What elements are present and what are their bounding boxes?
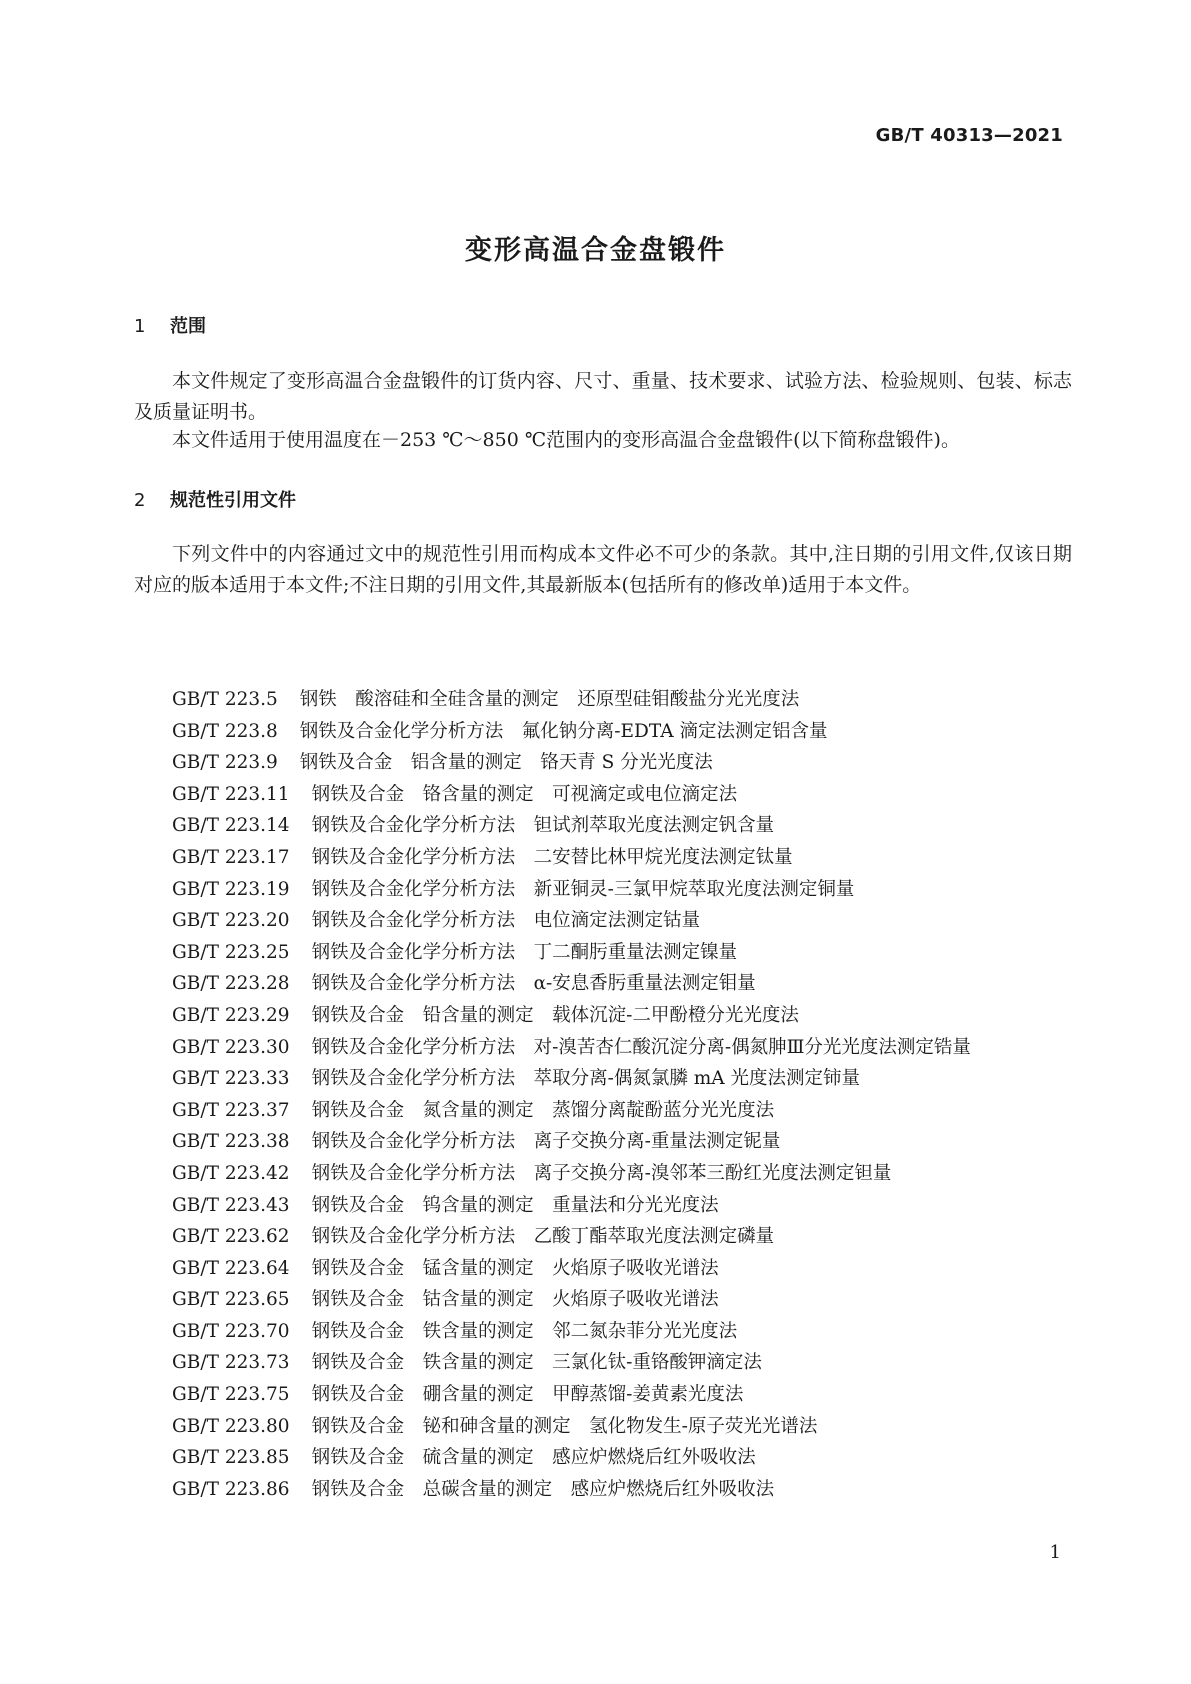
reference-item xyxy=(134,1158,1072,1190)
reference-title: 钢铁及合金 钨含量的测定 重量法和分光光度法 xyxy=(311,1194,719,1216)
reference-item xyxy=(134,1347,1072,1379)
reference-item xyxy=(134,1063,1072,1095)
reference-code: GB/T 223.28 xyxy=(172,973,290,995)
reference-title: 钢铁及合金化学分析方法 氟化钠分离-EDTA 滴定法测定铝含量 xyxy=(299,720,828,742)
reference-code: GB/T 223.14 xyxy=(172,815,290,837)
scope-paragraph-2: 本文件适用于使用温度在－253 ℃～850 ℃范围内的变形高温合金盘锻件(以下简称盘锻件)。 xyxy=(172,429,960,451)
reference-code: GB/T 223.19 xyxy=(172,878,290,900)
reference-title: 钢铁及合金 铬含量的测定 可视滴定或电位滴定法 xyxy=(311,783,738,805)
reference-title: 钢铁及合金化学分析方法 电位滴定法测定钴量 xyxy=(311,910,701,932)
reference-item xyxy=(134,1253,1072,1285)
reference-item xyxy=(134,716,1072,748)
reference-title: 钢铁及合金 铅含量的测定 载体沉淀-二甲酚橙分光光度法 xyxy=(311,1004,799,1026)
document-title: 变形高温合金盘锻件 xyxy=(465,235,726,266)
reference-item xyxy=(134,905,1072,937)
reference-title: 钢铁及合金 铝含量的测定 铬天青 S 分光光度法 xyxy=(299,752,713,774)
reference-code: GB/T 223.9 xyxy=(172,752,278,774)
references-intro: 下列文件中的内容通过文中的规范性引用而构成本文件必不可少的条款。其中,注日期的引用文件,仅该日期对应的版本适用于本文件;不注日期的引用文件,其最新版本(包括所有的修改单)适用于本文件。 xyxy=(134,543,1072,596)
reference-title: 钢铁及合金化学分析方法 α-安息香肟重量法测定钼量 xyxy=(311,973,756,995)
reference-item xyxy=(134,1095,1072,1127)
section-title: 范围 xyxy=(170,316,206,337)
reference-code: GB/T 223.8 xyxy=(172,720,278,742)
reference-item xyxy=(134,1379,1072,1411)
reference-title: 钢铁及合金化学分析方法 丁二酮肟重量法测定镍量 xyxy=(311,941,738,963)
reference-title: 钢铁及合金 锰含量的测定 火焰原子吸收光谱法 xyxy=(311,1257,719,1279)
reference-title: 钢铁及合金化学分析方法 离子交换分离-重量法测定铌量 xyxy=(311,1131,781,1153)
reference-title: 钢铁及合金化学分析方法 二安替比林甲烷光度法测定钛量 xyxy=(311,846,793,868)
reference-title: 钢铁及合金 铋和砷含量的测定 氢化物发生-原子荧光光谱法 xyxy=(311,1415,818,1437)
reference-item xyxy=(134,1000,1072,1032)
reference-code: GB/T 223.25 xyxy=(172,941,290,963)
reference-code: GB/T 223.75 xyxy=(172,1384,290,1406)
reference-title: 钢铁及合金 铁含量的测定 三氯化钛-重铬酸钾滴定法 xyxy=(311,1352,762,1374)
reference-code: GB/T 223.65 xyxy=(172,1289,290,1311)
reference-title: 钢铁 酸溶硅和全硅含量的测定 还原型硅钼酸盐分光光度法 xyxy=(299,689,800,710)
reference-item xyxy=(134,874,1072,906)
reference-code: GB/T 223.42 xyxy=(172,1162,290,1184)
standard-code: GB/T 40313—2021 xyxy=(875,125,1063,146)
reference-code: GB/T 223.70 xyxy=(172,1320,290,1342)
reference-title: 钢铁及合金 硼含量的测定 甲醇蒸馏-姜黄素光度法 xyxy=(311,1384,744,1406)
reference-code: GB/T 223.20 xyxy=(172,910,290,932)
reference-code: GB/T 223.11 xyxy=(172,783,290,805)
reference-code: GB/T 223.73 xyxy=(172,1352,290,1374)
reference-item xyxy=(134,810,1072,842)
reference-item xyxy=(134,1190,1072,1222)
reference-list xyxy=(134,684,1072,1505)
section-number: 2 xyxy=(134,490,146,511)
reference-code: GB/T 223.37 xyxy=(172,1099,290,1121)
reference-title: 钢铁及合金 铁含量的测定 邻二氮杂菲分光光度法 xyxy=(311,1320,738,1342)
reference-code: GB/T 223.38 xyxy=(172,1131,290,1153)
reference-item xyxy=(134,1442,1072,1474)
reference-item xyxy=(134,1221,1072,1253)
reference-title: 钢铁及合金化学分析方法 离子交换分离-溴邻苯三酚红光度法测定钽量 xyxy=(311,1162,892,1184)
reference-title: 钢铁及合金 总碳含量的测定 感应炉燃烧后红外吸收法 xyxy=(311,1478,775,1500)
reference-item xyxy=(134,1474,1072,1506)
reference-item xyxy=(134,779,1072,811)
reference-code: GB/T 223.43 xyxy=(172,1194,290,1216)
page-number: 1 xyxy=(1049,1542,1061,1563)
reference-code: GB/T 223.17 xyxy=(172,846,290,868)
reference-item xyxy=(134,842,1072,874)
reference-item xyxy=(134,968,1072,1000)
reference-title: 钢铁及合金化学分析方法 钽试剂萃取光度法测定钒含量 xyxy=(311,815,775,837)
section-heading-normative-references xyxy=(134,486,296,512)
section-heading-scope xyxy=(134,312,206,338)
reference-item xyxy=(134,1316,1072,1348)
reference-title: 钢铁及合金 钴含量的测定 火焰原子吸收光谱法 xyxy=(311,1289,719,1311)
reference-title: 钢铁及合金化学分析方法 乙酸丁酯萃取光度法测定磷量 xyxy=(311,1226,775,1248)
reference-code: GB/T 223.30 xyxy=(172,1036,290,1058)
reference-item xyxy=(134,1032,1072,1064)
reference-item xyxy=(134,1284,1072,1316)
reference-code: GB/T 223.5 xyxy=(172,689,278,710)
reference-title: 钢铁及合金 氮含量的测定 蒸馏分离靛酚蓝分光光度法 xyxy=(311,1099,775,1121)
reference-title: 钢铁及合金化学分析方法 新亚铜灵-三氯甲烷萃取光度法测定铜量 xyxy=(311,878,855,900)
reference-item xyxy=(134,747,1072,779)
reference-item xyxy=(134,1411,1072,1443)
reference-code: GB/T 223.80 xyxy=(172,1415,290,1437)
reference-title: 钢铁及合金化学分析方法 对-溴苦杏仁酸沉淀分离-偶氮胂Ⅲ分光光度法测定锆量 xyxy=(311,1036,971,1058)
scope-paragraph-1: 本文件规定了变形高温合金盘锻件的订货内容、尺寸、重量、技术要求、试验方法、检验规则、包装、标志及质量证明书。 xyxy=(134,370,1072,423)
reference-title: 钢铁及合金 硫含量的测定 感应炉燃烧后红外吸收法 xyxy=(311,1447,756,1469)
reference-code: GB/T 223.85 xyxy=(172,1447,290,1469)
reference-code: GB/T 223.29 xyxy=(172,1004,290,1026)
reference-title: 钢铁及合金化学分析方法 萃取分离-偶氮氯膦 mA 光度法测定铈量 xyxy=(311,1068,860,1090)
reference-code: GB/T 223.62 xyxy=(172,1226,290,1248)
reference-item xyxy=(134,1126,1072,1158)
reference-code: GB/T 223.64 xyxy=(172,1257,290,1279)
section-number: 1 xyxy=(134,316,146,337)
reference-code: GB/T 223.86 xyxy=(172,1478,290,1500)
reference-item xyxy=(134,684,1072,716)
section-title: 规范性引用文件 xyxy=(170,490,296,511)
reference-item xyxy=(134,937,1072,969)
reference-code: GB/T 223.33 xyxy=(172,1068,290,1090)
